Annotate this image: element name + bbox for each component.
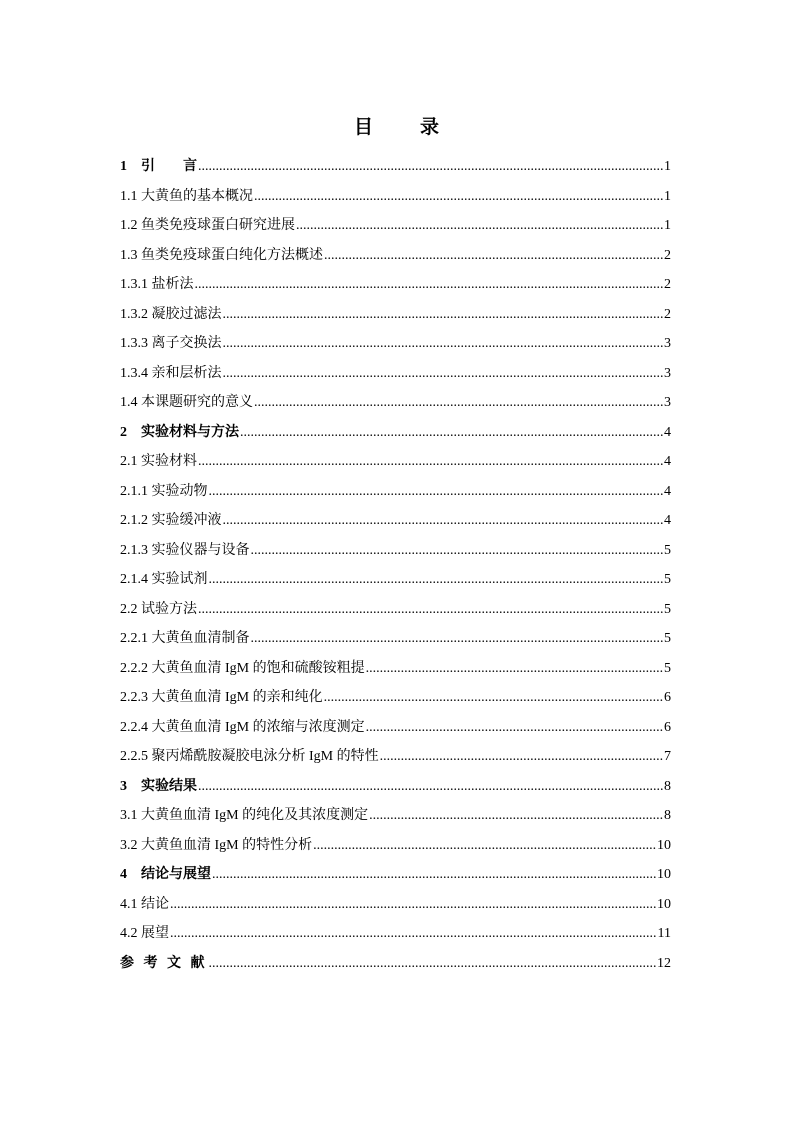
toc-section-entry[interactable] bbox=[120, 713, 671, 743]
toc-dot-leader bbox=[254, 388, 663, 418]
toc-dot-leader bbox=[313, 831, 656, 861]
toc-section-entry[interactable] bbox=[120, 595, 671, 625]
toc-entry-label: 1.3.3 离子交换法 bbox=[120, 336, 222, 351]
table-of-contents bbox=[120, 152, 671, 978]
toc-section-entry[interactable] bbox=[120, 270, 671, 300]
toc-entry-label: 4.2 展望 bbox=[120, 926, 169, 941]
toc-dot-leader bbox=[195, 270, 664, 300]
toc-entry-page: 1 bbox=[664, 159, 671, 174]
toc-entry-page: 5 bbox=[664, 631, 671, 646]
toc-entry-page: 2 bbox=[664, 247, 671, 263]
toc-entry-page: 5 bbox=[664, 601, 671, 617]
toc-dot-leader bbox=[324, 241, 663, 271]
toc-dot-leader bbox=[170, 890, 656, 920]
toc-entry-page: 4 bbox=[664, 513, 671, 528]
toc-dot-leader bbox=[223, 506, 664, 536]
toc-dot-leader bbox=[366, 713, 663, 743]
toc-section-entry[interactable] bbox=[120, 447, 671, 477]
toc-entry-page: 3 bbox=[664, 336, 671, 351]
toc-entry-label: 2.2.4 大黄鱼血清 IgM 的浓缩与浓度测定 bbox=[120, 719, 365, 735]
toc-dot-leader bbox=[369, 801, 663, 831]
toc-entry-label: 1.2 鱼类免疫球蛋白研究进展 bbox=[120, 218, 295, 233]
toc-dot-leader bbox=[209, 477, 664, 507]
toc-entry-page: 5 bbox=[664, 660, 671, 676]
toc-entry-label: 1 引 言 bbox=[120, 159, 197, 174]
toc-dot-leader bbox=[251, 536, 664, 566]
toc-entry-label: 2 实验材料与方法 bbox=[120, 424, 239, 440]
toc-section-entry[interactable] bbox=[120, 654, 671, 684]
toc-section-entry[interactable] bbox=[120, 241, 671, 271]
toc-entry-page: 2 bbox=[664, 277, 671, 292]
toc-entry-label: 1.1 大黄鱼的基本概况 bbox=[120, 188, 253, 204]
toc-section-entry[interactable] bbox=[120, 831, 671, 861]
toc-entry-label: 1.4 本课题研究的意义 bbox=[120, 395, 253, 410]
toc-entry-label: 3.2 大黄鱼血清 IgM 的特性分析 bbox=[120, 837, 313, 853]
toc-entry-label: 2.1.4 实验试剂 bbox=[120, 572, 208, 587]
toc-dot-leader bbox=[209, 949, 657, 979]
toc-entry-page: 4 bbox=[664, 483, 671, 499]
toc-section-entry[interactable] bbox=[120, 506, 671, 536]
toc-section-entry[interactable] bbox=[120, 211, 671, 241]
toc-dot-leader bbox=[198, 447, 663, 477]
toc-entry-label: 2.2.1 大黄鱼血清制备 bbox=[120, 631, 250, 646]
toc-section-entry[interactable] bbox=[120, 683, 671, 713]
toc-entry-label: 2.2.2 大黄鱼血清 IgM 的饱和硫酸铵粗提 bbox=[120, 660, 365, 676]
toc-entry-label: 参 考 文 献 bbox=[120, 955, 208, 971]
toc-dot-leader bbox=[223, 300, 664, 330]
toc-dot-leader bbox=[254, 182, 663, 212]
toc-section-entry[interactable] bbox=[120, 919, 671, 949]
toc-entry-page: 8 bbox=[664, 778, 671, 794]
toc-dot-leader bbox=[209, 565, 664, 595]
toc-chapter-entry[interactable] bbox=[120, 949, 671, 979]
toc-entry-page: 1 bbox=[664, 218, 671, 233]
toc-entry-label: 3 实验结果 bbox=[120, 778, 197, 794]
toc-entry-label: 2.1.3 实验仪器与设备 bbox=[120, 542, 250, 558]
toc-section-entry[interactable] bbox=[120, 182, 671, 212]
toc-section-entry[interactable] bbox=[120, 359, 671, 389]
toc-section-entry[interactable] bbox=[120, 536, 671, 566]
toc-entry-label: 4 结论与展望 bbox=[120, 867, 211, 882]
toc-dot-leader bbox=[212, 860, 656, 890]
toc-dot-leader bbox=[170, 919, 657, 949]
toc-entry-page: 3 bbox=[664, 365, 671, 381]
toc-section-entry[interactable] bbox=[120, 801, 671, 831]
toc-entry-label: 1.3.4 亲和层析法 bbox=[120, 365, 222, 381]
toc-entry-page: 2 bbox=[664, 306, 671, 322]
toc-entry-label: 2.1 实验材料 bbox=[120, 454, 197, 469]
toc-entry-label: 2.1.2 实验缓冲液 bbox=[120, 513, 222, 528]
page-title: 目 录 bbox=[353, 117, 453, 138]
toc-dot-leader bbox=[324, 683, 663, 713]
toc-entry-label: 3.1 大黄鱼血清 IgM 的纯化及其浓度测定 bbox=[120, 808, 369, 823]
toc-entry-label: 4.1 结论 bbox=[120, 896, 169, 912]
toc-entry-page: 6 bbox=[664, 719, 671, 735]
toc-chapter-entry[interactable] bbox=[120, 152, 671, 182]
toc-entry-page: 4 bbox=[664, 424, 671, 440]
toc-entry-page: 8 bbox=[664, 808, 671, 823]
toc-section-entry[interactable] bbox=[120, 388, 671, 418]
toc-entry-page: 3 bbox=[664, 395, 671, 410]
toc-dot-leader bbox=[240, 418, 663, 448]
toc-section-entry[interactable] bbox=[120, 890, 671, 920]
toc-section-entry[interactable] bbox=[120, 742, 671, 772]
toc-entry-label: 2.2 试验方法 bbox=[120, 601, 197, 617]
toc-entry-label: 1.3.1 盐析法 bbox=[120, 277, 194, 292]
toc-dot-leader bbox=[380, 742, 663, 772]
toc-dot-leader bbox=[198, 152, 663, 182]
toc-entry-page: 10 bbox=[657, 837, 671, 853]
toc-dot-leader bbox=[251, 624, 664, 654]
toc-entry-page: 12 bbox=[657, 955, 671, 971]
toc-dot-leader bbox=[198, 772, 663, 802]
toc-section-entry[interactable] bbox=[120, 300, 671, 330]
toc-dot-leader bbox=[223, 329, 664, 359]
toc-dot-leader bbox=[366, 654, 663, 684]
toc-section-entry[interactable] bbox=[120, 477, 671, 507]
toc-entry-page: 5 bbox=[664, 572, 671, 587]
toc-dot-leader bbox=[198, 595, 663, 625]
toc-entry-label: 2.1.1 实验动物 bbox=[120, 483, 208, 499]
toc-entry-page: 10 bbox=[657, 896, 671, 912]
toc-section-entry[interactable] bbox=[120, 565, 671, 595]
toc-entry-page: 11 bbox=[657, 926, 671, 941]
toc-dot-leader bbox=[296, 211, 663, 241]
toc-entry-page: 10 bbox=[657, 867, 671, 882]
toc-entry-label: 1.3 鱼类免疫球蛋白纯化方法概述 bbox=[120, 247, 323, 263]
toc-dot-leader bbox=[223, 359, 664, 389]
toc-chapter-entry[interactable] bbox=[120, 772, 671, 802]
toc-entry-page: 1 bbox=[664, 188, 671, 204]
toc-entry-label: 1.3.2 凝胶过滤法 bbox=[120, 306, 222, 322]
toc-section-entry[interactable] bbox=[120, 624, 671, 654]
toc-entry-label: 2.2.5 聚丙烯酰胺凝胶电泳分析 IgM 的特性 bbox=[120, 749, 379, 764]
toc-entry-page: 5 bbox=[664, 542, 671, 558]
toc-entry-page: 7 bbox=[664, 749, 671, 764]
toc-entry-page: 4 bbox=[664, 454, 671, 469]
toc-entry-page: 6 bbox=[664, 690, 671, 705]
toc-chapter-entry[interactable] bbox=[120, 860, 671, 890]
toc-section-entry[interactable] bbox=[120, 329, 671, 359]
toc-entry-label: 2.2.3 大黄鱼血清 IgM 的亲和纯化 bbox=[120, 690, 323, 705]
toc-chapter-entry[interactable] bbox=[120, 418, 671, 448]
